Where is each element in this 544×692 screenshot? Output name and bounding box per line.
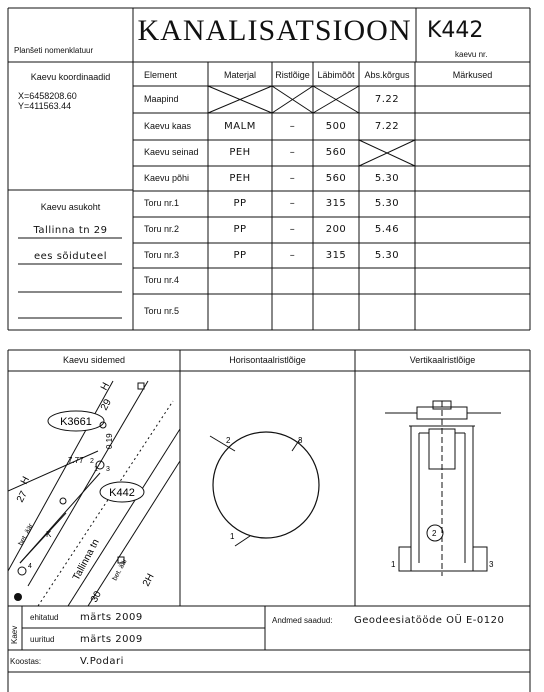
plan-pipe-3-label: 3 [298,436,303,445]
table-cell-material: MALM [224,120,256,132]
table-cell-element: Toru nr.4 [144,275,180,285]
surveyed-label: uuritud [30,635,55,644]
table-cell-elevation: 7.22 [374,93,400,105]
table-cell-diameter: 200 [325,224,347,235]
sheet-label: Planšeti nomenklatuur [14,46,94,55]
section-vertical-title: Vertikaalristlõige [409,355,476,365]
well-4-marker [18,567,26,575]
well-code: K442 [427,18,484,43]
col-header-notes: Märkused [452,70,493,80]
label-n3: 3 [106,466,110,473]
label-house-27: 27 [14,489,30,505]
col-header-elevation: Abs.kõrgus [364,70,410,80]
site-sketch [8,371,180,606]
label-h2: 2H [140,571,157,589]
data-source-value: Geodeesiatööde OÜ E-0120 [354,615,505,626]
label-street: Tallinna tn [70,537,102,583]
label-house-29: 29 [98,397,114,413]
table-cell-material: PP [233,198,247,209]
label-distance-2: 0.19 [105,433,114,449]
location-line-2: ees sõiduteel [34,251,107,262]
table-cell-element: Kaevu põhi [144,172,190,183]
table-cell-diameter: 560 [325,172,347,184]
table-cell-section: – [289,172,296,184]
post-marker [138,383,144,389]
built-label: ehitatud [30,613,59,622]
plan-pipe-2-label: 2 [226,436,231,445]
label-k: K [46,530,52,539]
table-cell-element: Toru nr.2 [144,224,180,234]
label-curb-2: bet. äär [111,557,129,582]
table-cell-diameter: 315 [325,198,347,209]
col-header-material: Materjal [223,70,256,80]
horizontal-section-drawing [180,371,355,606]
vertical-section-drawing [355,371,530,606]
well-k3661-label: K3661 [60,416,92,428]
table-cell-element: Maapind [144,93,179,104]
vert-label-3: 3 [489,560,494,569]
well-k442-callout [100,482,144,502]
col-header-element: Element [144,70,178,80]
section-horizontal-title: Horisontaalristlõige [229,355,306,365]
vert-label-1: 1 [391,560,396,569]
table-cell-diameter: 315 [325,249,347,261]
built-value: märts 2009 [80,612,143,623]
label-distance-1: 7.77 [68,456,84,465]
table-cell-elevation: 5.30 [374,172,400,184]
well-k3661-callout [48,411,104,431]
table-cell-element: Kaevu kaas [144,120,192,131]
table-cell-material: PP [233,249,247,261]
table-cell-elevation: 7.22 [374,120,400,132]
table-cell-section: – [289,198,296,209]
well-number-label: kaevu nr. [455,50,488,59]
coord-y: Y=411563.44 [18,101,72,111]
data-source-label: Andmed saadud: [272,616,333,625]
label-n2: 2 [90,458,94,465]
table-cell-diameter: 500 [325,120,347,132]
label-n1: 1 [94,466,98,473]
label-h-top: H [98,380,113,393]
table-cell-element: Toru nr.5 [144,306,180,316]
label-curb-1: bet. äär [17,522,35,547]
surveyed-value: märts 2009 [80,634,143,645]
table-cell-material: PEH [229,147,251,158]
plan-pipe-1-label: 1 [230,532,235,541]
well-side-label: Kaev [10,625,19,644]
col-header-section: Ristlõige [275,70,310,80]
label-n4: 4 [28,563,32,570]
table-cell-section: – [289,224,296,235]
north-marker [14,593,22,601]
table-cell-element: Toru nr.1 [144,198,180,208]
well-k442-label: K442 [109,487,135,499]
table-cell-material: PEH [229,172,251,184]
coords-label: Kaevu koordinaadid [30,72,111,82]
table-cell-elevation: 5.30 [374,249,400,261]
table-cell-section: – [289,120,296,132]
table-cell-section: – [289,249,296,261]
author-label: Koostas: [10,657,42,666]
table-cell-element: Toru nr.3 [144,249,180,260]
label-h-left: H [18,474,33,487]
table-cell-element: Kaevu seinad [144,147,199,157]
table-cell-section: – [289,147,296,158]
table-cell-material: PP [233,224,247,235]
location-label: Kaevu asukoht [40,202,101,212]
col-header-diameter: Läbimõõt [317,70,355,80]
manhole-marker [60,498,66,504]
table-cell-elevation: 5.30 [374,198,400,209]
author-value: V.Podari [80,656,124,667]
coord-x: X=6458208.60 [18,91,77,101]
label-house-30: 30 [88,589,104,605]
table-cell-diameter: 560 [325,147,347,158]
location-line-1: Tallinna tn 29 [33,225,108,236]
vert-label-2: 2 [432,529,437,538]
section-links-title: Kaevu sidemed [62,355,126,365]
page-title: KANALISATSIOON [137,14,412,47]
table-cell-elevation: 5.46 [374,224,400,235]
